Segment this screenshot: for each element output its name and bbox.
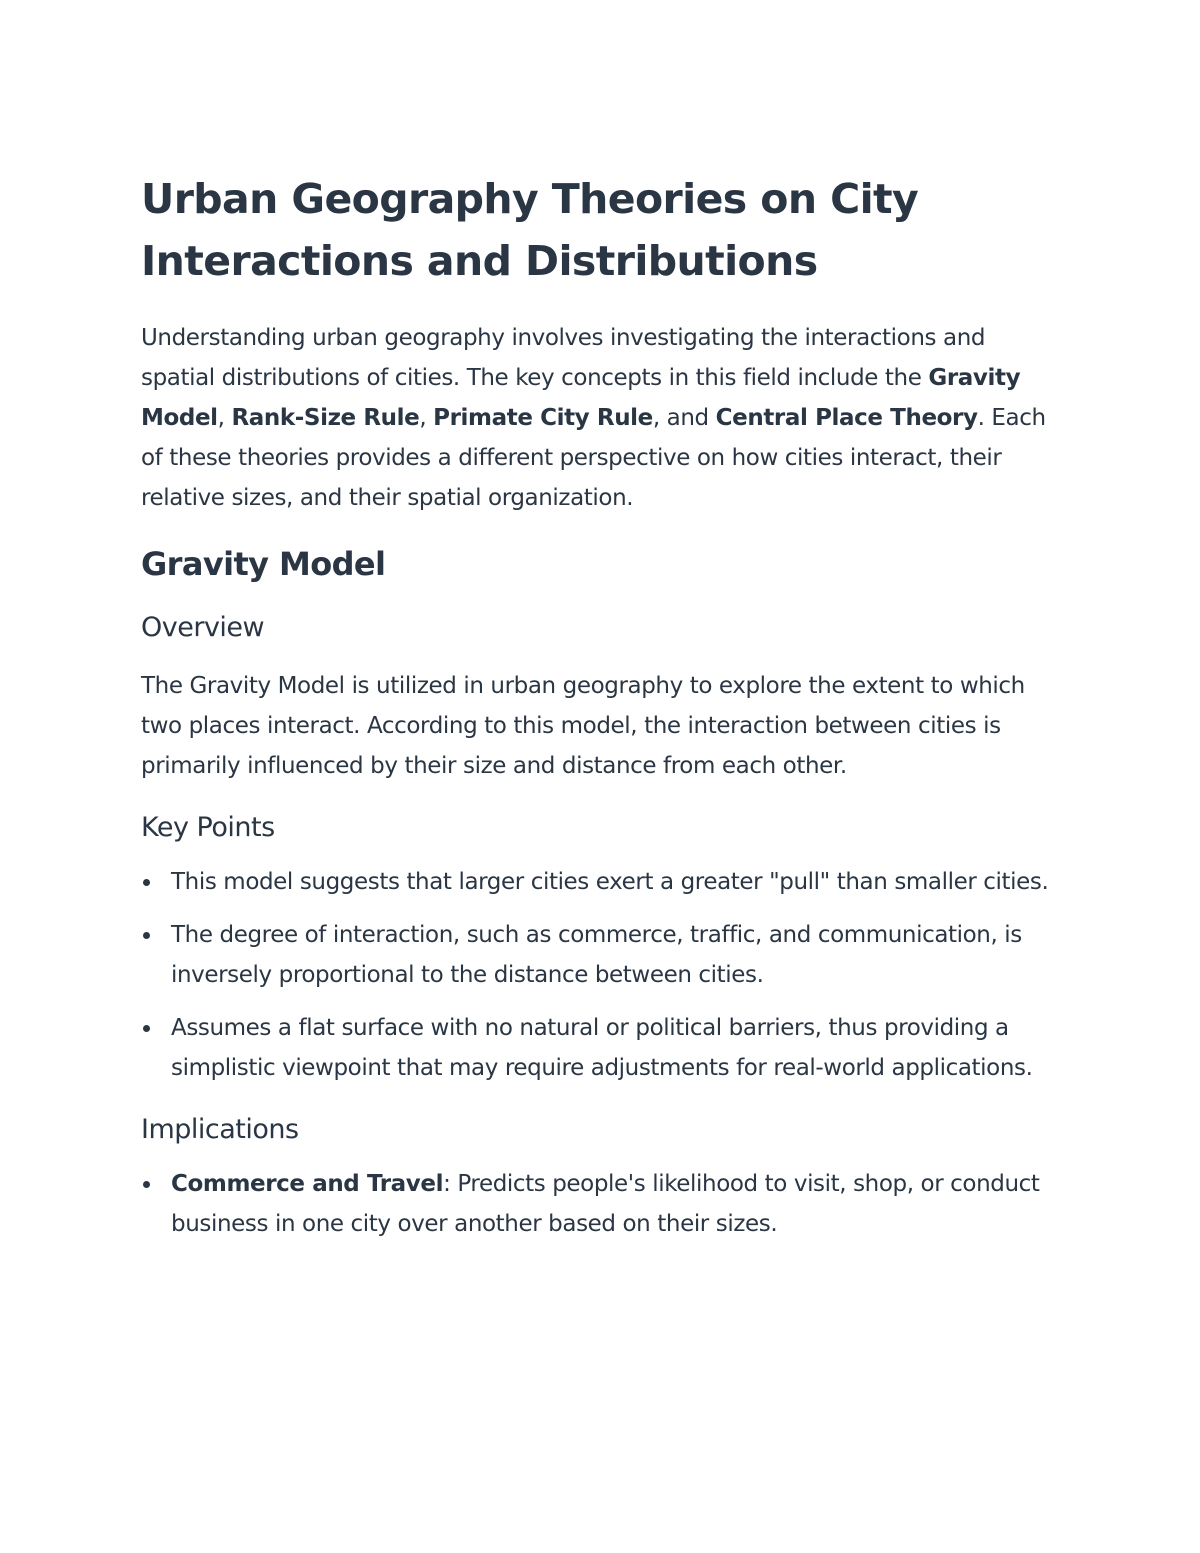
- intro-text-end: . Each of these theories provides a different perspective on how cities interact, their relative sizes, and their spatial organization.: [141, 405, 1046, 511]
- overview-heading: Overview: [141, 612, 265, 643]
- section-heading: Gravity Model: [141, 545, 386, 583]
- bullet-icon: [143, 879, 150, 886]
- term-central-place-theory: Central Place Theory: [715, 405, 978, 431]
- term-rank-size-rule: Rank-Size Rule: [231, 405, 420, 431]
- list-item: [141, 915, 1061, 995]
- implications-heading: Implications: [141, 1114, 299, 1145]
- document-page: [141, 168, 1061, 1257]
- bullet-icon: [143, 1181, 150, 1188]
- list-item: [141, 862, 1061, 902]
- implications-list: [141, 1164, 1061, 1244]
- bullet-icon: [143, 1025, 150, 1032]
- implication-text: : Predicts people's likelihood to visit, shop, or conduct business in one city over another based on their sizes.: [171, 1171, 1040, 1237]
- intro-separator: ,: [419, 405, 434, 431]
- key-points-heading: Key Points: [141, 812, 275, 843]
- term-primate-city-rule: Primate City Rule: [433, 405, 653, 431]
- bullet-icon: [143, 932, 150, 939]
- key-points-list: [141, 862, 1061, 1088]
- term-gravity-model: Gravity Model: [141, 365, 1021, 431]
- list-item-text: This model suggests that larger cities exert a greater "pull" than smaller cities.: [171, 869, 1049, 895]
- list-item: [141, 1008, 1061, 1088]
- overview-paragraph: The Gravity Model is utilized in urban geography to explore the extent to which two places interact. According to this model, the interaction between cities is primarily influenced by their size and distance from each other.: [141, 673, 1025, 779]
- intro-text: Understanding urban geography involves investigating the interactions and spatial distributions of cities. The key concepts in this field include the: [141, 325, 986, 391]
- intro-paragraph: [141, 318, 1061, 518]
- list-item: [141, 1164, 1061, 1244]
- list-item-text: The degree of interaction, such as commerce, traffic, and communication, is inversely proportional to the distance between cities.: [171, 922, 1022, 988]
- implication-term: Commerce and Travel: [171, 1171, 444, 1197]
- list-item-text: Assumes a flat surface with no natural or political barriers, thus providing a simplistic viewpoint that may require adjustments for real-world applications.: [171, 1015, 1033, 1081]
- intro-separator: ,: [217, 405, 232, 431]
- document-title: Urban Geography Theories on City Interactions and Distributions: [141, 175, 919, 285]
- intro-separator: , and: [652, 405, 716, 431]
